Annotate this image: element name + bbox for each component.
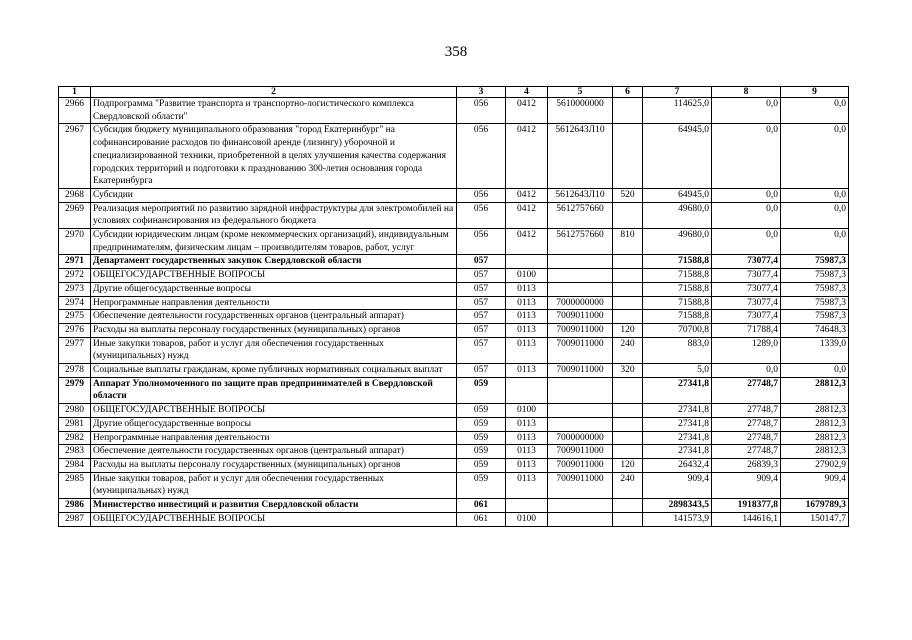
table-row — [59, 337, 849, 363]
row-name: Аппарат Уполномоченного по защите прав предпринимателей в Свердловской области — [91, 377, 457, 403]
amount-year-1: 27341,8 — [643, 417, 712, 431]
expense-type-code: 240 — [613, 472, 643, 498]
row-number: 2970 — [59, 229, 91, 255]
amount-year-2: 73077,4 — [712, 269, 781, 283]
row-name: Непрограммные направления деятельности — [91, 431, 457, 445]
admin-code: 057 — [457, 296, 506, 310]
amount-year-2: 909,4 — [712, 472, 781, 498]
table-body — [59, 98, 849, 527]
table-row — [59, 445, 849, 459]
row-name: Министерство инвестиций и развития Свердловской области — [91, 499, 457, 513]
table-row — [59, 296, 849, 310]
section-code: 0113 — [506, 296, 548, 310]
row-name: Обеспечение деятельности государственных органов (центральный аппарат) — [91, 310, 457, 324]
target-article-code — [548, 282, 613, 296]
row-name: Иные закупки товаров, работ и услуг для обеспечения государственных (муниципальных) нужд — [91, 337, 457, 363]
admin-code: 057 — [457, 323, 506, 337]
section-code: 0100 — [506, 269, 548, 283]
amount-year-2: 73077,4 — [712, 282, 781, 296]
amount-year-3: 74648,3 — [781, 323, 849, 337]
row-number: 2972 — [59, 269, 91, 283]
expense-type-code — [613, 202, 643, 228]
col-header-3: 3 — [457, 87, 506, 98]
row-name: ОБЩЕГОСУДАРСТВЕННЫЕ ВОПРОСЫ — [91, 512, 457, 526]
section-code: 0113 — [506, 431, 548, 445]
admin-code: 056 — [457, 188, 506, 202]
amount-year-2: 73077,4 — [712, 310, 781, 324]
amount-year-1: 883,0 — [643, 337, 712, 363]
target-article-code: 7009011000 — [548, 337, 613, 363]
table-row — [59, 404, 849, 418]
admin-code: 061 — [457, 512, 506, 526]
row-name: Департамент государственных закупок Свердловской области — [91, 255, 457, 269]
row-number: 2973 — [59, 282, 91, 296]
row-name: Расходы на выплаты персоналу государственных (муниципальных) органов — [91, 458, 457, 472]
expense-type-code: 120 — [613, 323, 643, 337]
expense-type-code: 810 — [613, 229, 643, 255]
table-row — [59, 282, 849, 296]
expense-type-code — [613, 377, 643, 403]
table-row — [59, 431, 849, 445]
amount-year-2: 26839,3 — [712, 458, 781, 472]
expense-type-code — [613, 499, 643, 513]
target-article-code: 5612757660 — [548, 202, 613, 228]
amount-year-2: 144616,1 — [712, 512, 781, 526]
target-article-code: 7000000000 — [548, 431, 613, 445]
row-name: Обеспечение деятельности государственных органов (центральный аппарат) — [91, 445, 457, 459]
row-name: Подпрограмма "Развитие транспорта и транспортно-логистического комплекса Свердловской области" — [91, 98, 457, 124]
amount-year-1: 27341,8 — [643, 431, 712, 445]
target-article-code: 7009011000 — [548, 323, 613, 337]
row-number: 2977 — [59, 337, 91, 363]
amount-year-1: 64945,0 — [643, 124, 712, 189]
amount-year-3: 1339,0 — [781, 337, 849, 363]
table-row — [59, 417, 849, 431]
expense-type-code — [613, 98, 643, 124]
amount-year-1: 141573,9 — [643, 512, 712, 526]
table-row — [59, 364, 849, 378]
page-number: 358 — [444, 44, 468, 60]
admin-code: 059 — [457, 458, 506, 472]
amount-year-2: 1918377,8 — [712, 499, 781, 513]
table-row — [59, 124, 849, 189]
target-article-code: 7000000000 — [548, 296, 613, 310]
row-name: Субсидия бюджету муниципального образования "город Екатеринбург" на софинансирование расходов по финансовой аренде (лизингу) уборочной и специализированной техники, приобретенной в целях улучшения качества содержания городских территорий и подготовки к празднованию 300-летия основания города Екатеринбурга — [91, 124, 457, 189]
target-article-code — [548, 417, 613, 431]
admin-code: 061 — [457, 499, 506, 513]
admin-code: 057 — [457, 269, 506, 283]
target-article-code: 7009011000 — [548, 472, 613, 498]
target-article-code — [548, 269, 613, 283]
amount-year-3: 28812,3 — [781, 377, 849, 403]
section-code: 0412 — [506, 188, 548, 202]
amount-year-1: 27341,8 — [643, 445, 712, 459]
target-article-code: 5612757660 — [548, 229, 613, 255]
row-name: Субсидии юридическим лицам (кроме некоммерческих организаций), индивидуальным предпринимателям, физическим лицам – производителям товаров, работ, услуг — [91, 229, 457, 255]
amount-year-1: 71588,8 — [643, 282, 712, 296]
expense-type-code: 320 — [613, 364, 643, 378]
amount-year-2: 27748,7 — [712, 431, 781, 445]
expense-type-code — [613, 431, 643, 445]
row-number: 2971 — [59, 255, 91, 269]
section-code: 0412 — [506, 202, 548, 228]
row-name: Другие общегосударственные вопросы — [91, 417, 457, 431]
amount-year-2: 0,0 — [712, 98, 781, 124]
target-article-code: 5610000000 — [548, 98, 613, 124]
col-header-1: 1 — [59, 87, 91, 98]
target-article-code: 7009011000 — [548, 458, 613, 472]
row-number: 2975 — [59, 310, 91, 324]
amount-year-1: 64945,0 — [643, 188, 712, 202]
expense-type-code: 520 — [613, 188, 643, 202]
table-row — [59, 310, 849, 324]
expense-type-code — [613, 417, 643, 431]
amount-year-3: 0,0 — [781, 229, 849, 255]
table-row — [59, 98, 849, 124]
amount-year-3: 75987,3 — [781, 255, 849, 269]
section-code: 0412 — [506, 124, 548, 189]
amount-year-2: 71788,4 — [712, 323, 781, 337]
table-row — [59, 512, 849, 526]
admin-code: 056 — [457, 229, 506, 255]
admin-code: 057 — [457, 255, 506, 269]
table-row — [59, 255, 849, 269]
amount-year-2: 0,0 — [712, 188, 781, 202]
row-number: 2974 — [59, 296, 91, 310]
target-article-code — [548, 404, 613, 418]
table-row — [59, 499, 849, 513]
amount-year-1: 71588,8 — [643, 310, 712, 324]
expense-type-code — [613, 255, 643, 269]
amount-year-3: 28812,3 — [781, 404, 849, 418]
section-code: 0412 — [506, 98, 548, 124]
row-number: 2980 — [59, 404, 91, 418]
row-name: Непрограммные направления деятельности — [91, 296, 457, 310]
target-article-code — [548, 377, 613, 403]
table-row — [59, 323, 849, 337]
amount-year-1: 71588,8 — [643, 296, 712, 310]
section-code: 0100 — [506, 512, 548, 526]
admin-code: 056 — [457, 98, 506, 124]
amount-year-2: 27748,7 — [712, 404, 781, 418]
row-name: Реализация мероприятий по развитию зарядной инфраструктуры для электромобилей на условиях софинансирования из федерального бюджета — [91, 202, 457, 228]
section-code: 0113 — [506, 310, 548, 324]
amount-year-2: 27748,7 — [712, 377, 781, 403]
row-number: 2986 — [59, 499, 91, 513]
row-number: 2978 — [59, 364, 91, 378]
admin-code: 059 — [457, 445, 506, 459]
amount-year-3: 28812,3 — [781, 417, 849, 431]
section-code: 0113 — [506, 337, 548, 363]
amount-year-1: 71588,8 — [643, 255, 712, 269]
section-code: 0113 — [506, 458, 548, 472]
target-article-code — [548, 255, 613, 269]
row-number: 2979 — [59, 377, 91, 403]
amount-year-3: 0,0 — [781, 98, 849, 124]
amount-year-3: 1679789,3 — [781, 499, 849, 513]
amount-year-3: 75987,3 — [781, 269, 849, 283]
expense-type-code — [613, 296, 643, 310]
admin-code: 059 — [457, 417, 506, 431]
table-row — [59, 458, 849, 472]
admin-code: 056 — [457, 202, 506, 228]
amount-year-3: 28812,3 — [781, 445, 849, 459]
section-code: 0113 — [506, 472, 548, 498]
col-header-6: 6 — [613, 87, 643, 98]
amount-year-3: 0,0 — [781, 188, 849, 202]
amount-year-1: 114625,0 — [643, 98, 712, 124]
row-name: Другие общегосударственные вопросы — [91, 282, 457, 296]
col-header-5: 5 — [548, 87, 613, 98]
table-row — [59, 188, 849, 202]
amount-year-2: 0,0 — [712, 229, 781, 255]
expense-type-code — [613, 512, 643, 526]
amount-year-3: 0,0 — [781, 364, 849, 378]
amount-year-1: 27341,8 — [643, 404, 712, 418]
admin-code: 057 — [457, 282, 506, 296]
amount-year-3: 75987,3 — [781, 282, 849, 296]
amount-year-2: 27748,7 — [712, 445, 781, 459]
section-code: 0113 — [506, 445, 548, 459]
amount-year-3: 0,0 — [781, 202, 849, 228]
target-article-code: 5612643Л10 — [548, 188, 613, 202]
amount-year-1: 26432,4 — [643, 458, 712, 472]
section-code: 0113 — [506, 323, 548, 337]
row-name: ОБЩЕГОСУДАРСТВЕННЫЕ ВОПРОСЫ — [91, 404, 457, 418]
row-number: 2968 — [59, 188, 91, 202]
expense-type-code — [613, 282, 643, 296]
target-article-code: 7009011000 — [548, 445, 613, 459]
admin-code: 059 — [457, 404, 506, 418]
expense-type-code — [613, 269, 643, 283]
amount-year-2: 27748,7 — [712, 417, 781, 431]
row-number: 2983 — [59, 445, 91, 459]
table-row — [59, 269, 849, 283]
row-number: 2982 — [59, 431, 91, 445]
amount-year-3: 75987,3 — [781, 310, 849, 324]
table-row — [59, 229, 849, 255]
admin-code: 057 — [457, 310, 506, 324]
amount-year-1: 70700,8 — [643, 323, 712, 337]
expense-type-code — [613, 445, 643, 459]
row-number: 2967 — [59, 124, 91, 189]
admin-code: 059 — [457, 377, 506, 403]
admin-code: 057 — [457, 364, 506, 378]
amount-year-1: 49680,0 — [643, 229, 712, 255]
expense-type-code — [613, 404, 643, 418]
amount-year-3: 0,0 — [781, 124, 849, 189]
section-code: 0100 — [506, 404, 548, 418]
table-row — [59, 202, 849, 228]
col-header-2: 2 — [91, 87, 457, 98]
row-name: Расходы на выплаты персоналу государственных (муниципальных) органов — [91, 323, 457, 337]
admin-code: 059 — [457, 472, 506, 498]
amount-year-2: 73077,4 — [712, 255, 781, 269]
expense-type-code — [613, 124, 643, 189]
section-code — [506, 255, 548, 269]
section-code: 0113 — [506, 364, 548, 378]
header-row — [59, 87, 849, 98]
admin-code: 057 — [457, 337, 506, 363]
row-number: 2981 — [59, 417, 91, 431]
amount-year-3: 75987,3 — [781, 296, 849, 310]
amount-year-2: 0,0 — [712, 202, 781, 228]
target-article-code: 7009011000 — [548, 364, 613, 378]
row-name: Субсидии — [91, 188, 457, 202]
amount-year-2: 0,0 — [712, 364, 781, 378]
amount-year-1: 49680,0 — [643, 202, 712, 228]
target-article-code — [548, 512, 613, 526]
admin-code: 059 — [457, 431, 506, 445]
amount-year-1: 909,4 — [643, 472, 712, 498]
row-number: 2969 — [59, 202, 91, 228]
expense-type-code: 240 — [613, 337, 643, 363]
target-article-code — [548, 499, 613, 513]
amount-year-2: 0,0 — [712, 124, 781, 189]
row-number: 2966 — [59, 98, 91, 124]
amount-year-1: 27341,8 — [643, 377, 712, 403]
expense-type-code — [613, 310, 643, 324]
admin-code: 056 — [457, 124, 506, 189]
section-code — [506, 377, 548, 403]
row-name: Социальные выплаты гражданам, кроме публичных нормативных социальных выплат — [91, 364, 457, 378]
amount-year-3: 909,4 — [781, 472, 849, 498]
amount-year-1: 5,0 — [643, 364, 712, 378]
row-number: 2987 — [59, 512, 91, 526]
row-number: 2984 — [59, 458, 91, 472]
section-code — [506, 499, 548, 513]
table-row — [59, 472, 849, 498]
amount-year-1: 2898343,5 — [643, 499, 712, 513]
amount-year-3: 150147,7 — [781, 512, 849, 526]
amount-year-2: 73077,4 — [712, 296, 781, 310]
budget-table — [58, 86, 849, 527]
target-article-code: 7009011000 — [548, 310, 613, 324]
amount-year-1: 71588,8 — [643, 269, 712, 283]
row-name: Иные закупки товаров, работ и услуг для обеспечения государственных (муниципальных) нужд — [91, 472, 457, 498]
expense-type-code: 120 — [613, 458, 643, 472]
table-row — [59, 377, 849, 403]
amount-year-3: 28812,3 — [781, 431, 849, 445]
col-header-9: 9 — [781, 87, 849, 98]
col-header-7: 7 — [643, 87, 712, 98]
col-header-8: 8 — [712, 87, 781, 98]
section-code: 0113 — [506, 417, 548, 431]
section-code: 0113 — [506, 282, 548, 296]
row-name: ОБЩЕГОСУДАРСТВЕННЫЕ ВОПРОСЫ — [91, 269, 457, 283]
row-number: 2985 — [59, 472, 91, 498]
target-article-code: 5612643Л10 — [548, 124, 613, 189]
row-number: 2976 — [59, 323, 91, 337]
section-code: 0412 — [506, 229, 548, 255]
col-header-4: 4 — [506, 87, 548, 98]
amount-year-3: 27902,9 — [781, 458, 849, 472]
amount-year-2: 1289,0 — [712, 337, 781, 363]
